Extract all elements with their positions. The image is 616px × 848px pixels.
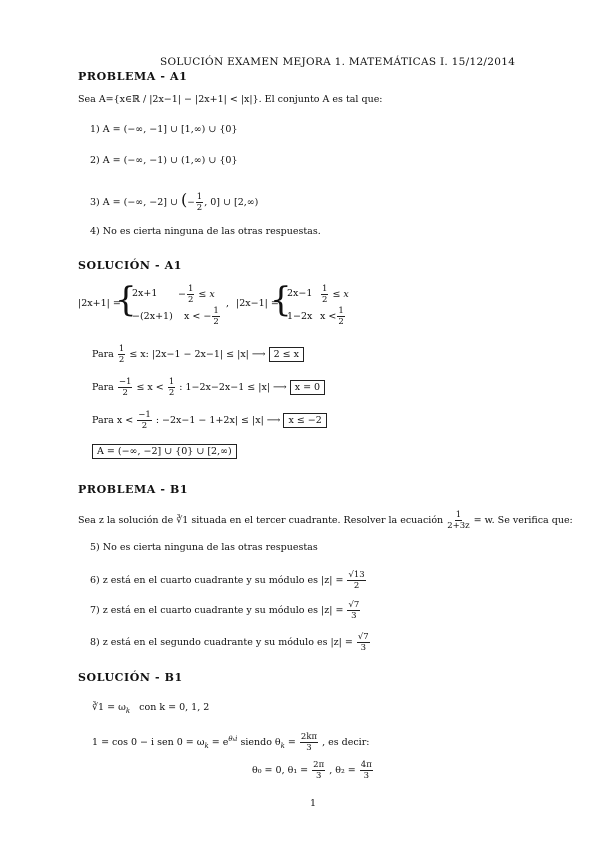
abs2-case1-cond: $\frac{1}{2}$ ≤ x [322,284,349,305]
case-1-eq: |2x−1 − 2x−1| ≤ |x| ⟶ [151,349,266,360]
case-1-num: 1 [118,344,125,354]
case-3-den: 2 [141,421,148,431]
abs1-case1-minus: − [178,289,186,300]
abs1-case1-cond: − $\frac{1}{2}$ ≤ x [178,284,215,305]
abs1-c2-num: 1 [213,306,219,316]
option-8-den: 3 [360,643,367,653]
sol-b-line-2-mid: = e [211,737,229,748]
option-8 [90,632,371,653]
abs1-c2-den: 2 [213,317,219,327]
option-6-num: √13 [348,570,365,580]
option-6-den: 2 [353,581,360,591]
option-8-text: 8) z está en el segundo cuadrante y su módulo es |z| = [90,637,353,648]
abs1-case2-cond [184,306,221,327]
sol-b-line-1: ∛1 = $\omega_k$ con k = 0, 1, 2 [92,702,210,715]
option-2: 2) A = (−∞, −1) ∪ (1,∞) ∪ {0} [90,155,238,166]
final-answer-a: A = (−∞, −2] ∪ {0} ∪ [2,∞) [92,444,237,459]
problem-a-statement: Sea A={x∈ℝ / |2x−1| − |2x+1| < |x|}. El conjunto A es tal que: [78,94,383,105]
sol-b-line-3-frac2-num: 4π [360,760,372,770]
case-2-pre: Para [92,382,114,393]
abs1-brace: { [115,280,137,320]
abs1-case2: −(2x+1) [132,311,173,322]
case-2-den1: 2 [122,388,128,398]
abs2-brace: { [270,280,292,320]
sol-b-line-2-tail: siendo θ [240,737,281,748]
abs1-case2-lt: x < − [184,311,212,322]
sol-b-line-3-frac1-den: 3 [315,771,322,781]
sol-b-line-2-frac-num: 2kπ [300,732,318,742]
sol-b-line-3-b: , θ₂ = [329,765,356,776]
page-number: 1 [310,798,317,809]
abs1-c1-num: 1 [187,284,194,294]
solution-a-title: SOLUCIÓN - A1 [78,259,183,272]
problem-b-eq-num: 1 [455,510,462,520]
abs1-case1: 2x+1 [132,288,158,299]
abs2-case2-cond [320,306,346,327]
case-2-line: Para $\frac{-1}{2}$ ≤ x < $\frac{1}{2}$ : 1−2x−2x−1 ≤ |x| ⟶ x = 0 [92,377,325,398]
case-3-eq: : −2x−1 − 1+2x| ≤ |x| ⟶ [155,415,281,426]
sol-b-line-2-lhs: 1 = cos 0 − i sen 0 = ω [92,737,205,748]
option-7-text: 7) z está en el cuarto cuadrante y su módulo es |z| = [90,605,344,616]
case-3-result: x ≤ −2 [283,413,326,428]
case-2-den2: 2 [168,388,175,398]
case-2-num1: 1 [126,377,132,387]
option-6 [90,570,367,591]
sol-b-line-1-lhs: ∛1 = ω [92,702,126,713]
case-1-pre: Para [92,349,114,360]
abs2-c2-num: 1 [338,306,344,316]
option-3-frac-den: 2 [196,203,203,213]
case-1-line [92,344,304,365]
abs2-case2: 1−2x [287,311,313,322]
sol-b-line-3-frac1-num: 2π [313,760,325,770]
page-header: SOLUCIÓN EXAMEN MEJORA 1. MATEMÁTICAS I. 15/12/2014 [160,56,516,68]
sol-b-line-2-frac-den: 3 [306,743,312,753]
option-6-text: 6) z está en el cuarto cuadrante y su módulo es |z| = [90,575,344,586]
problem-b-title: PROBLEMA - B1 [78,483,189,496]
case-3-pre: Para x < [92,415,134,426]
solution-b-title: SOLUCIÓN - B1 [78,671,183,684]
abs2-lhs: |2x−1| = [236,298,279,309]
sol-b-line-2-end: , es decir: [322,737,370,748]
case-2-num2: 1 [168,377,175,387]
option-3: 3) A = (−∞, −2] ∪ (− $\frac{1}{2}$ , 0] ∪ [2,∞) [90,190,259,213]
case-3-line: Para x < $\frac{-1}{2}$ : −2x−1 − 1+2x| ≤ |x| ⟶ x ≤ −2 [92,410,327,431]
option-7-den: 3 [351,611,357,621]
abs2-c1-den: 2 [322,295,328,305]
case-1-result: 2 ≤ x [269,347,304,362]
option-7 [90,600,361,621]
sol-b-line-3-frac2-den: 3 [363,771,369,781]
problem-b-eq-den: 2+3z [447,521,470,531]
abs1-lhs: |2x+1| = [78,298,121,309]
option-5: 5) No es cierta ninguna de las otras respuestas [90,542,318,553]
sol-b-line-1-tail: con k = 0, 1, 2 [139,702,210,713]
abs2-c2-den: 2 [338,317,344,327]
option-3-tail: , 0] ∪ [2,∞) [204,197,259,208]
abs2-case1: 2x−1 [287,288,313,299]
sol-b-line-2: 1 = cos 0 − i sen $0 = \omega_k = e^{\theta_ki}$ siendo $\theta_k$ = $\frac{2k\pi}{3}$ , es decir: [92,732,370,753]
case-1-den: 2 [118,355,125,365]
comma-separator: , [226,298,230,309]
problem-b-eq-tail: = w. Se verifica que: [473,515,573,526]
case-1-cond: ≤ x: [129,349,149,360]
option-7-num: √7 [348,600,360,610]
option-1: 1) A = (−∞, −1] ∪ [1,∞) ∪ {0} [90,124,238,135]
case-3-num: 1 [145,410,151,420]
problem-b-text: Sea z la solución de ∛1 situada en el tercer cuadrante. Resolver la ecuación [78,515,444,526]
sol-b-line-3-a: θ₀ = 0, θ₁ = [252,765,309,776]
case-2-cond: ≤ x < [136,382,164,393]
sol-b-line-3 [252,760,374,781]
abs1-c1-den: 2 [187,295,194,305]
option-3-head: 3) A = (−∞, −2] ∪ [90,197,178,208]
option-4: 4) No es cierta ninguna de las otras respuestas. [90,226,321,237]
problem-b-statement [78,510,573,531]
case-2-result: x = 0 [290,380,325,395]
abs2-case2-lt: x < [320,311,337,322]
problem-a-title: PROBLEMA - A1 [78,70,188,83]
abs2-c1-num: 1 [322,284,328,294]
option-8-num: √7 [357,632,369,642]
option-3-frac-num: 1 [196,192,203,202]
case-2-eq: : 1−2x−2x−1 ≤ |x| ⟶ [179,382,287,393]
